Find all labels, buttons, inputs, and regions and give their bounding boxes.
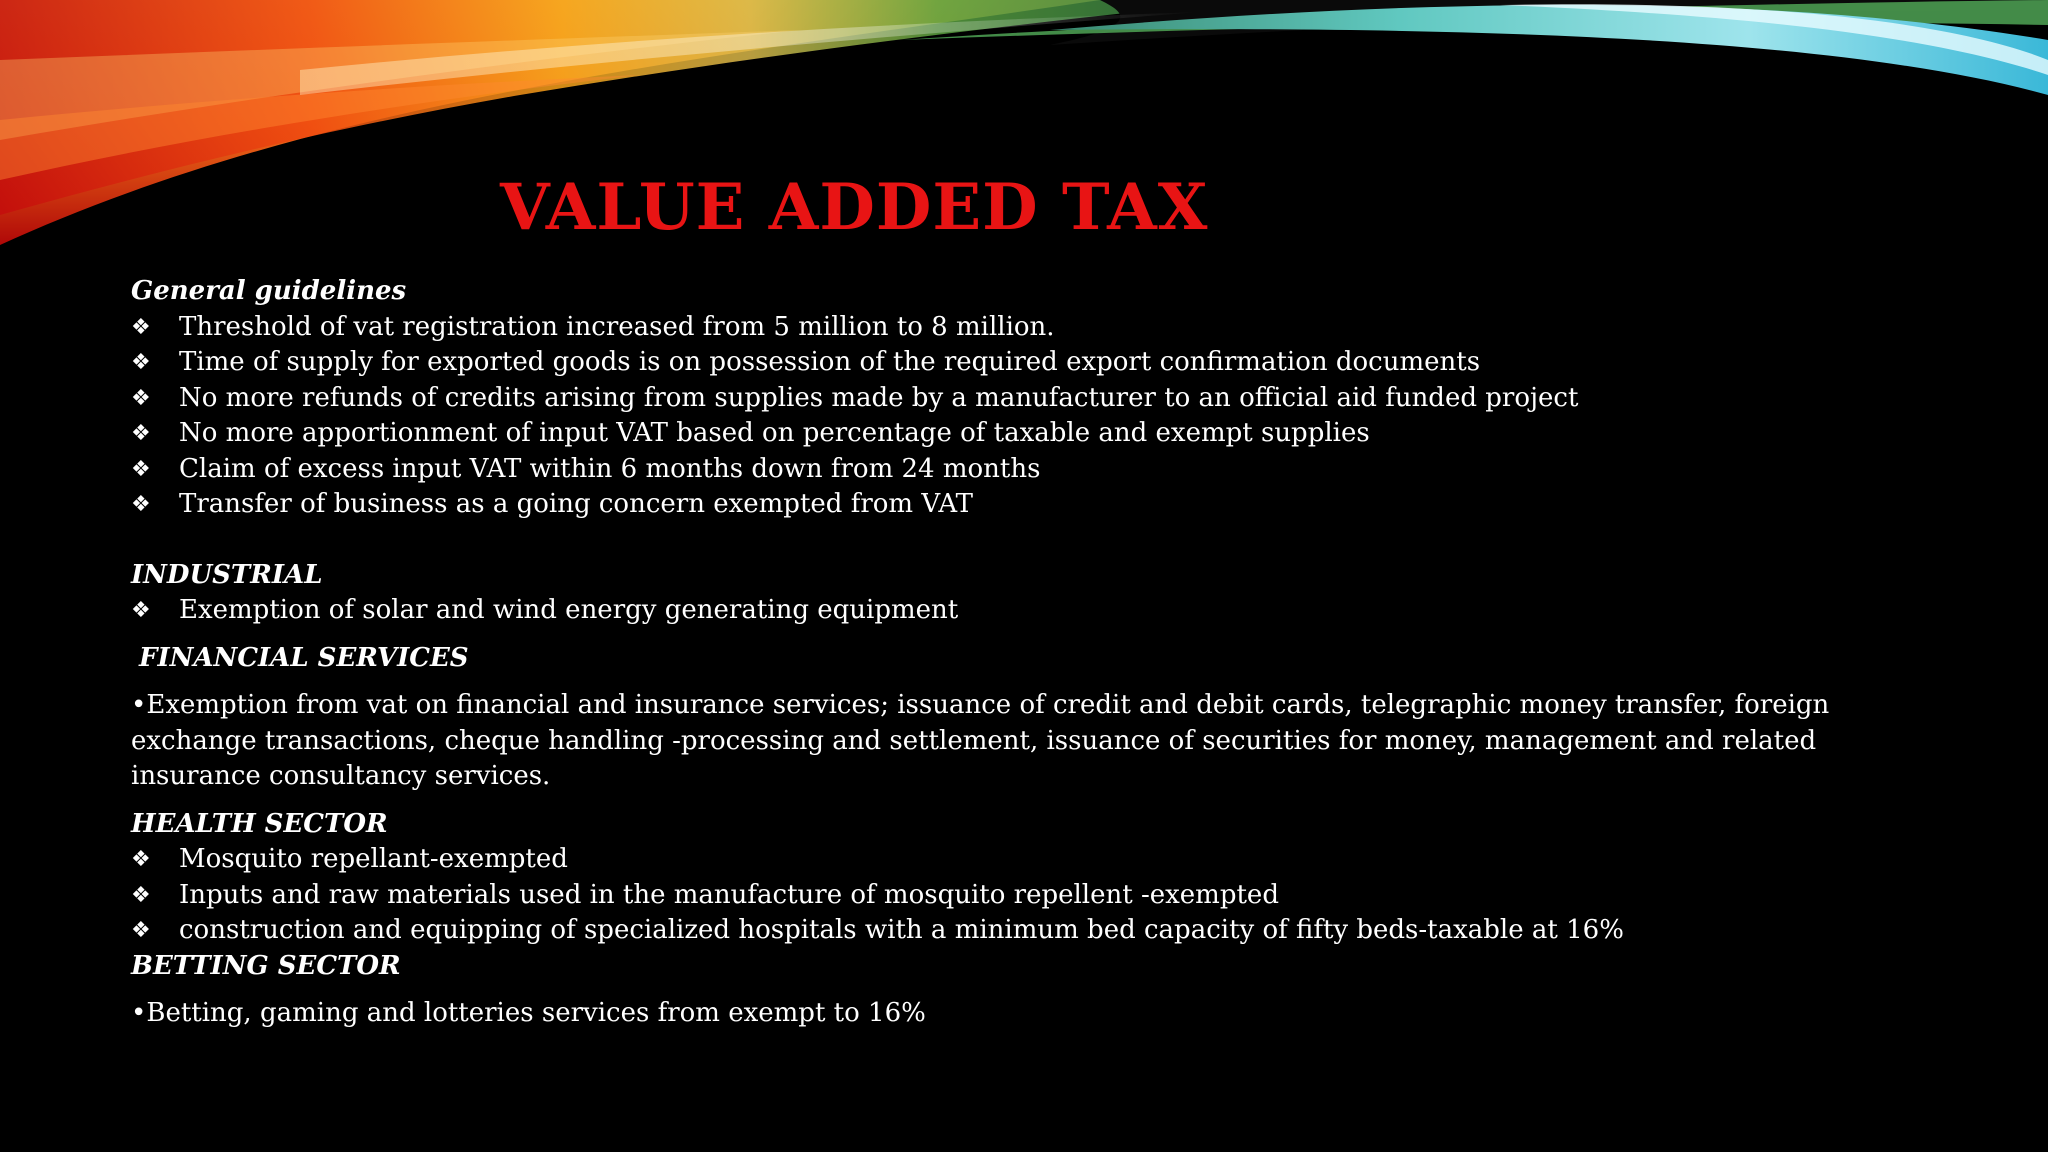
list-item: ❖ No more apportionment of input VAT based on percentage of taxable and exempt supplies	[131, 416, 1931, 452]
section-heading: INDUSTRIAL	[131, 559, 323, 590]
section-financial-services	[131, 641, 1931, 795]
section-general-guidelines	[131, 274, 1931, 523]
section-heading: General guidelines	[131, 276, 407, 306]
list-item: ❖ Claim of excess input VAT within 6 months down from 24 months	[131, 452, 1931, 488]
diamond-bullet-icon: ❖	[131, 598, 151, 623]
diamond-bullet-icon: ❖	[131, 847, 151, 872]
list-item: ❖ Exemption of solar and wind energy generating equipment	[131, 593, 1931, 629]
diamond-bullet-icon: ❖	[131, 492, 151, 517]
section-paragraph: •Exemption from vat on financial and insurance services; issuance of credit and debit cards, telegraphic money transfer, foreign exchange transactions, cheque handling -processing and settlement, issuance of securities for money, management and related insurance consultancy services.	[131, 690, 1830, 791]
diamond-bullet-icon: ❖	[131, 421, 151, 446]
section-paragraph: •Betting, gaming and lotteries services from exempt to 16%	[131, 998, 926, 1028]
list-item: ❖ Threshold of vat registration increased from 5 million to 8 million.	[131, 310, 1931, 346]
list-item: ❖ Time of supply for exported goods is on possession of the required export confirmation documents	[131, 345, 1931, 381]
section-heading: FINANCIAL SERVICES	[139, 642, 469, 673]
diamond-bullet-icon: ❖	[131, 456, 151, 482]
section-betting	[131, 949, 1931, 1032]
list-item: ❖ Mosquito repellant-exempted	[131, 842, 1931, 878]
bullet-list	[131, 593, 1931, 629]
slide-content	[131, 274, 1931, 1032]
diamond-bullet-icon: ❖	[131, 882, 151, 908]
diamond-bullet-icon: ❖	[131, 350, 151, 375]
section-heading: HEALTH SECTOR	[131, 808, 388, 839]
list-item: ❖ Transfer of business as a going concern exempted from VAT	[131, 487, 1931, 523]
section-health	[131, 807, 1931, 949]
list-item: ❖ construction and equipping of specialized hospitals with a minimum bed capacity of fifty beds-taxable at 16%	[131, 913, 1931, 949]
list-item: ❖ Inputs and raw materials used in the manufacture of mosquito repellent -exempted	[131, 878, 1931, 914]
slide-title: VALUE ADDED TAX	[500, 170, 1209, 245]
section-heading: BETTING SECTOR	[131, 950, 401, 981]
bullet-list	[131, 310, 1931, 523]
diamond-bullet-icon: ❖	[131, 385, 151, 411]
bullet-list	[131, 842, 1931, 949]
diamond-bullet-icon: ❖	[131, 918, 151, 943]
list-item: ❖ No more refunds of credits arising from supplies made by a manufacturer to an official aid funded project	[131, 381, 1931, 417]
section-industrial	[131, 558, 1931, 629]
diamond-bullet-icon: ❖	[131, 314, 151, 340]
